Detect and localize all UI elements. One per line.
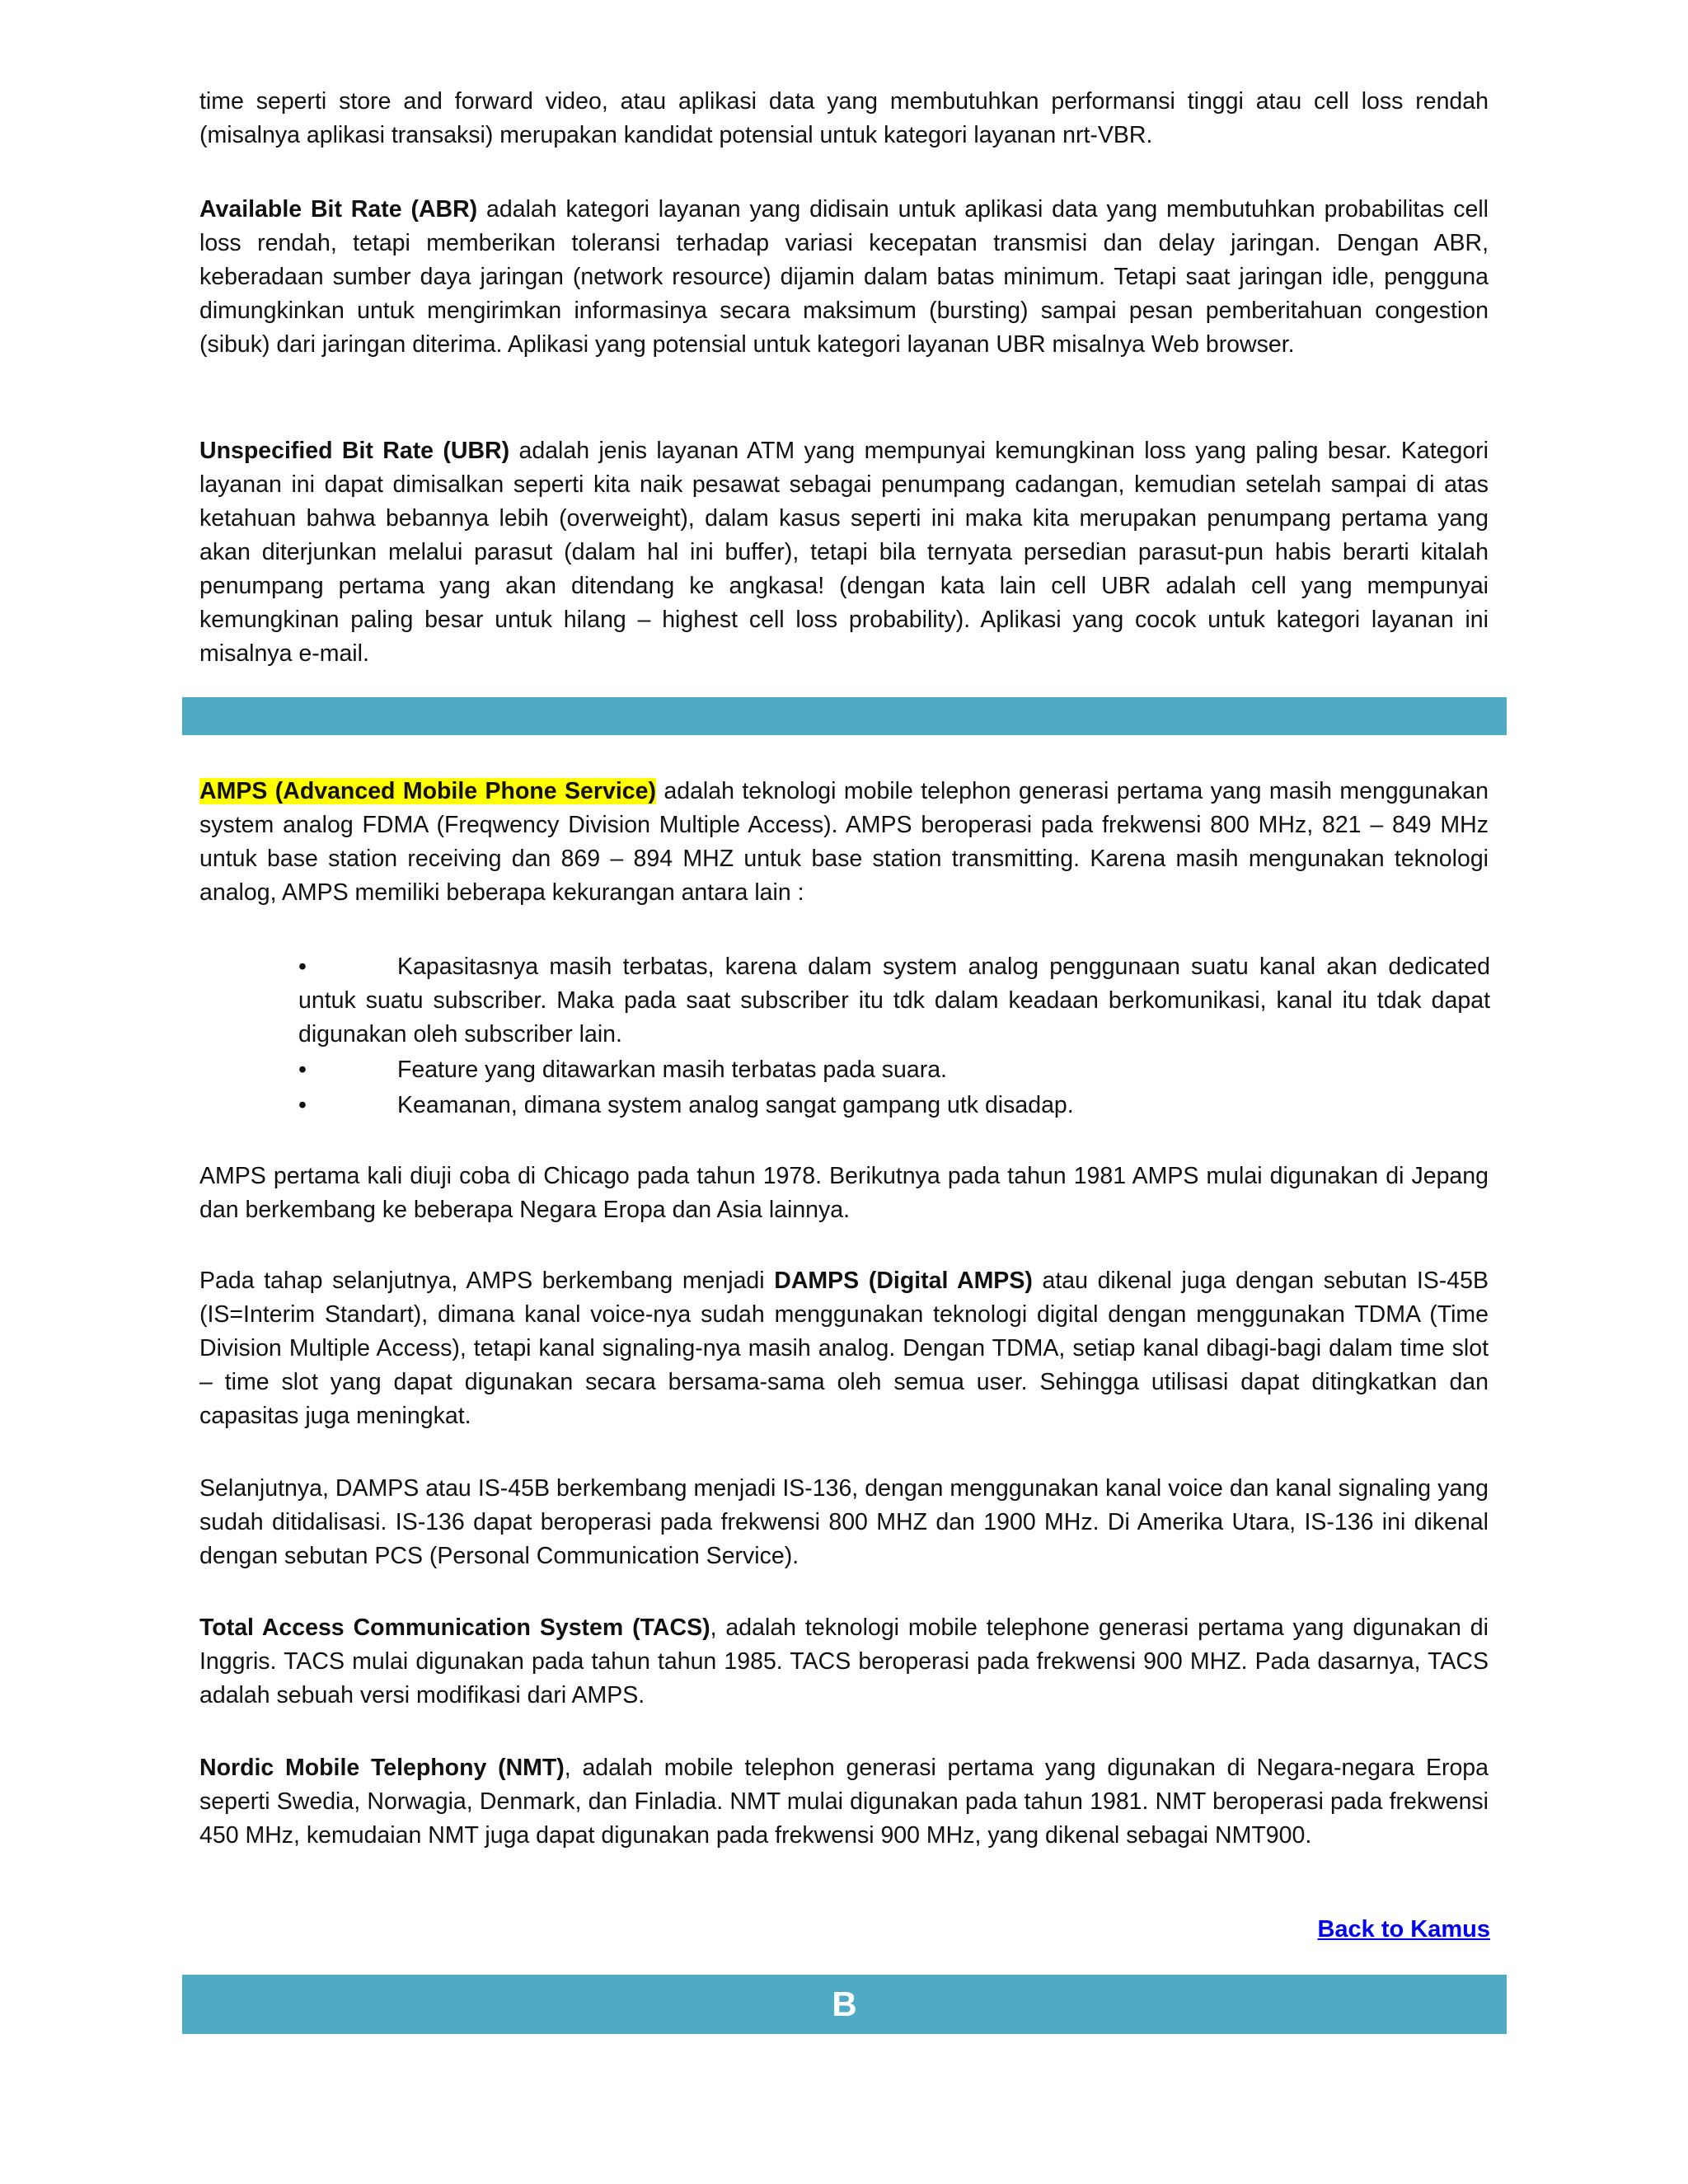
bullet-icon: • (298, 1092, 307, 1118)
list-item: • Feature yang ditawarkan masih terbatas pada suara. (298, 1053, 1490, 1087)
paragraph-text: adalah kategori layanan yang didisain untuk aplikasi data yang membutuhkan probabilitas cell loss rendah, tetapi memberikan toleransi terhadap variasi kecepatan transmisi dan delay jaringan. Dengan ABR, keberadaan sumber daya jaringan (network resource) dijamin dalam batas minimum. Tetapi saat jaringan idle, pengguna dimungkinkan untuk mengirimkan informasinya secara maksimum (bursting) sampai pesan pemberitahuan congestion (sibuk) dari jaringan diterima. Aplikasi yang potensial untuk kategori layanan UBR misalnya Web browser. (199, 196, 1489, 358)
paragraph-tacs (199, 1611, 1489, 1713)
list-item: • Keamanan, dimana system analog sangat gampang utk disadap. (298, 1089, 1490, 1122)
paragraph-text: , adalah teknologi mobile telephone generasi pertama yang digunakan di Inggris. TACS mulai digunakan pada tahun tahun 1985. TACS beroperasi pada frekwensi 900 MHZ. Pada dasarnya, TACS adalah sebuah versi modifikasi dari AMPS. (199, 1615, 1489, 1708)
section-header-b (182, 1975, 1507, 2034)
paragraph-text: time seperti store and forward video, atau aplikasi data yang membutuhkan performansi tinggi atau cell loss rendah (misalnya aplikasi transaksi) merupakan kandidat potensial untuk kategori layanan nrt-VBR. (199, 88, 1489, 148)
bullet-icon: • (298, 954, 307, 980)
term-ubr: Unspecified Bit Rate (UBR) (199, 438, 510, 464)
back-to-kamus-link[interactable]: Back to Kamus (1317, 1916, 1490, 1943)
paragraph-text: AMPS pertama kali diuji coba di Chicago pada tahun 1978. Berikutnya pada tahun 1981 AMPS mulai digunakan di Jepang dan berkembang ke beberapa Negara Eropa dan Asia lainnya. (199, 1163, 1489, 1223)
term-tacs: Total Access Communication System (TACS) (199, 1615, 710, 1641)
paragraph-is136 (199, 1472, 1489, 1573)
section-letter: B (832, 1985, 857, 2023)
paragraph-damps: Pada tahap selanjutnya, AMPS berkembang menjadi DAMPS (Digital AMPS) atau dikenal juga dengan sebutan IS-45B (IS=Interim Standart), dimana kanal voice-nya sudah menggunakan teknologi digital dengan menggunakan TDMA (Time Division Multiple Access), tetapi kanal signaling-nya masih analog. Dengan TDMA, setiap kanal dibagi-bagi dalam time slot – time slot yang dapat digunakan secara bersama-sama oleh semua user. Sehingga utilisasi dapat ditingkatkan dan capasitas juga meningkat. (199, 1268, 1489, 1429)
bullet-icon: • (298, 1057, 307, 1083)
paragraph-amps-history (199, 1160, 1489, 1227)
paragraph-ubr (199, 434, 1489, 671)
paragraph-text: Selanjutnya, DAMPS atau IS-45B berkembang menjadi IS-136, dengan menggunakan kanal voice dan kanal signaling yang sudah ditidalisasi. IS-136 dapat beroperasi pada frekwensi 800 MHZ dan 1900 MHz. Di Amerika Utara, IS-136 ini dikenal dengan sebutan PCS (Personal Communication Service). (199, 1475, 1489, 1569)
term-amps-highlighted: AMPS (Advanced Mobile Phone Service) (199, 778, 656, 804)
term-damps: DAMPS (Digital AMPS) (774, 1268, 1033, 1294)
paragraph-amps (199, 775, 1489, 910)
paragraph-abr (199, 193, 1489, 362)
term-nmt: Nordic Mobile Telephony (NMT) (199, 1755, 565, 1781)
paragraph-text: , adalah mobile telephon generasi pertama yang digunakan di Negara-negara Eropa seperti Swedia, Norwagia, Denmark, dan Finladia. NMT mulai digunakan pada tahun 1981. NMT beroperasi pada frekwensi 450 MHz, kemudaian NMT juga dapat digunakan pada frekwensi 900 MHz, yang dikenal sebagai NMT900. (199, 1755, 1489, 1849)
term-abr: Available Bit Rate (ABR) (199, 196, 478, 223)
paragraph-text: adalah jenis layanan ATM yang mempunyai kemungkinan loss yang paling besar. Kategori layanan ini dapat dimisalkan seperti kita naik pesawat sebagai penumpang cadangan, kemudian setelah sampai di atas ketahuan bahwa bebannya lebih (overweight), dalam kasus seperti ini maka kita merupakan penumpang pertama yang akan diterjunkan melalui parasut (dalam hal ini buffer), tetapi bila ternyata persedian parasut-pun habis berarti kitalah penumpang pertama yang akan ditendang ke angkasa! (dengan kata lain cell UBR adalah cell yang mempunyai kemungkinan paling besar untuk hilang – highest cell loss probability). Aplikasi yang cocok untuk kategori layanan ini misalnya e-mail. (199, 438, 1489, 667)
section-divider-band (182, 697, 1507, 735)
list-item: • Kapasitasnya masih terbatas, karena dalam system analog penggunaan suatu kanal akan dedicated untuk suatu subscriber. Maka pada saat subscriber itu tdk dalam keadaan berkomunikasi, kanal itu tdak dapat digunakan oleh subscriber lain. (298, 950, 1490, 1052)
paragraph-text: adalah teknologi mobile telephon generasi pertama yang masih menggunakan system analog FDMA (Freqwency Division Multiple Access). AMPS beroperasi pada frekwensi 800 MHz, 821 – 849 MHz untuk base station receiving dan 869 – 894 MHZ untuk base station transmitting. Karena masih mengunakan teknologi analog, AMPS memiliki beberapa kekurangan antara lain : (199, 778, 1489, 906)
paragraph-nrt-vbr (199, 85, 1489, 152)
paragraph-nmt (199, 1751, 1489, 1853)
amps-drawbacks-list (298, 950, 1490, 1122)
